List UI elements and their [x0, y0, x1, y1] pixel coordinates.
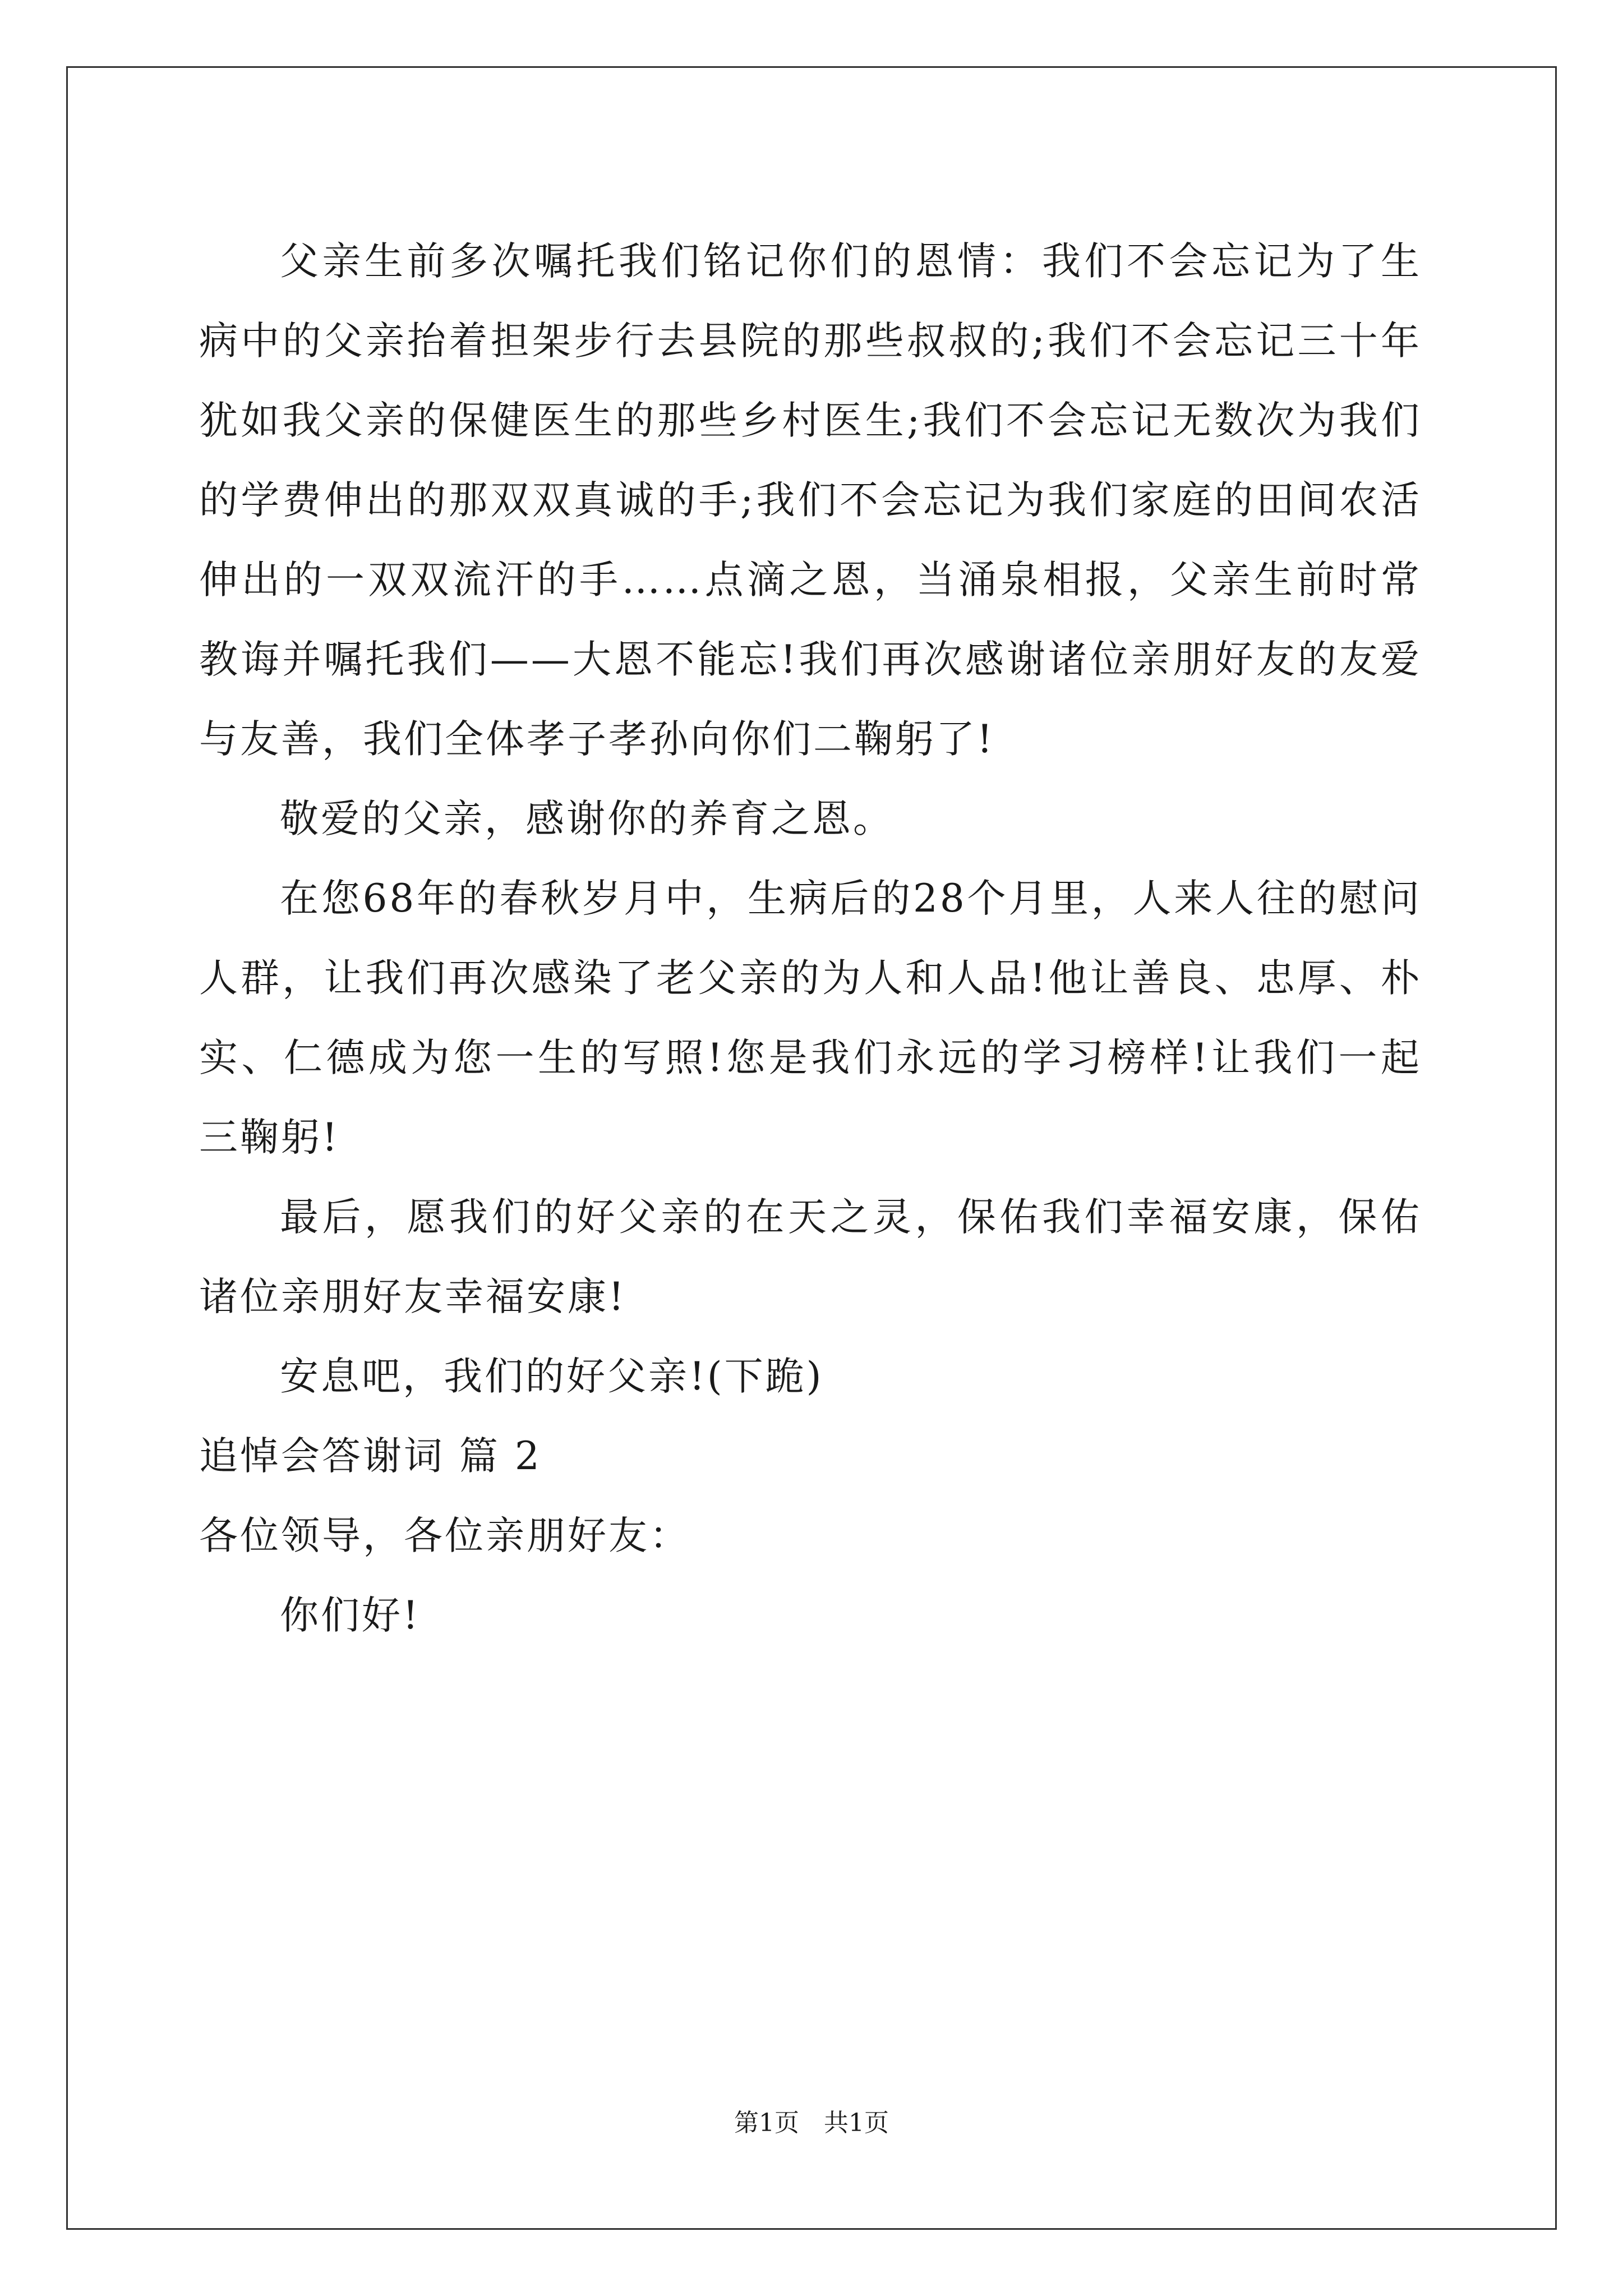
paragraph-farewell: 安息吧，我们的好父亲!(下跪): [280, 1354, 824, 1399]
page-total: 共1页: [824, 2109, 889, 2137]
page-footer: [0, 2106, 1623, 2140]
paragraph-memory: 在您68年的春秋岁月中，生病后的28个月里，人来人往的慰问人群，让我们再次感染了老父亲的为人和人品!他让善良、忠厚、朴实、仁德成为您一生的写照!您是我们永远的学习榜样!让我们一起三鞠躬!: [199, 876, 1422, 1160]
section-heading: 追悼会答谢词 篇 2: [199, 1434, 542, 1479]
paragraph-gratitude: 父亲生前多次嘱托我们铭记你们的恩情：我们不会忘记为了生病中的父亲抬着担架步行去县院的那些叔叔的;我们不会忘记三十年犹如我父亲的保健医生的那些乡村医生;我们不会忘记无数次为我们的学费伸出的那双双真诚的手;我们不会忘记为我们家庭的田间农活伸出的一双双流汗的手……点滴之恩，当涌泉相报，父亲生前时常教诲并嘱托我们——大恩不能忘!我们再次感谢诸位亲朋好友的友爱与友善，我们全体孝子孝孙向你们二鞠躬了!: [199, 239, 1422, 762]
page-number: 第1页: [734, 2109, 799, 2137]
paragraph-blessing: 最后，愿我们的好父亲的在天之灵，保佑我们幸福安康，保佑诸位亲朋好友幸福安康!: [199, 1195, 1422, 1319]
paragraph-thanks-father: 敬爱的父亲，感谢你的养育之恩。: [280, 797, 894, 841]
greeting: 你们好!: [280, 1593, 421, 1638]
document-body: [199, 222, 1422, 1655]
salutation: 各位领导，各位亲朋好友：: [199, 1513, 690, 1558]
